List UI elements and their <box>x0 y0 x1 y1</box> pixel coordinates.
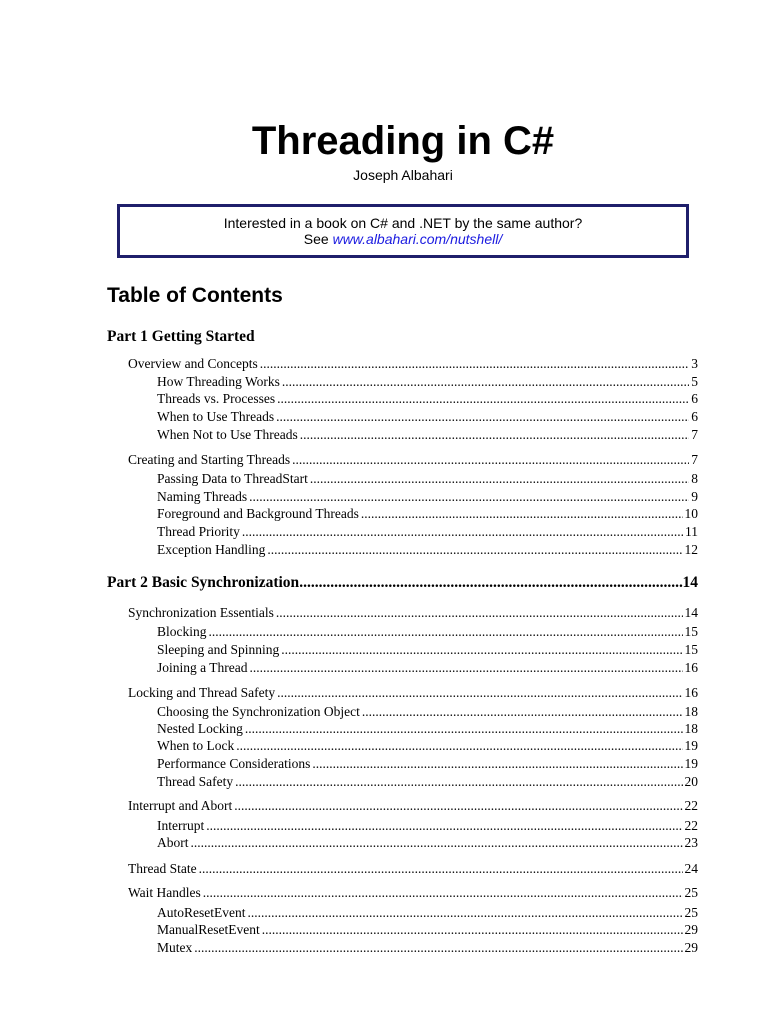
toc-entry-page: 8 <box>691 471 698 486</box>
toc-leader <box>245 904 682 921</box>
toc-leader <box>308 470 689 487</box>
toc-leader <box>234 737 682 754</box>
document-author: Joseph Albahari <box>353 167 453 183</box>
book-promo-box <box>117 204 689 258</box>
toc-entry[interactable] <box>157 541 698 558</box>
toc-entry-page: 9 <box>691 489 698 504</box>
toc-heading: Table of Contents <box>107 284 283 307</box>
toc-leader <box>232 797 682 814</box>
toc-entry[interactable] <box>157 390 698 407</box>
toc-entry-label: When to Use Threads <box>157 409 275 424</box>
toc-entry-page: 14 <box>684 605 698 620</box>
toc-entry-page: 15 <box>684 624 698 639</box>
toc-entry[interactable] <box>157 904 698 921</box>
toc-entry-label: Joining a Thread <box>157 660 248 675</box>
toc-entry-page: 16 <box>684 660 698 675</box>
toc-leader <box>240 523 683 540</box>
toc-entry[interactable] <box>157 505 698 522</box>
toc-entry-label: Overview and Concepts <box>128 356 258 371</box>
toc-entry-label: Thread Priority <box>157 524 240 539</box>
toc-entry-page: 20 <box>684 774 698 789</box>
toc-leader <box>233 773 682 790</box>
toc-entry-label: ManualResetEvent <box>157 922 260 937</box>
toc-part-1-heading <box>107 327 698 347</box>
toc-entry[interactable] <box>157 641 698 658</box>
toc-entry-page: 23 <box>684 835 698 850</box>
toc-entry-page: 10 <box>684 506 698 521</box>
toc-entry[interactable] <box>157 703 698 720</box>
promo-text: Interested in a book on C# and .NET by the same author? <box>223 215 583 231</box>
toc-entry-label: Nested Locking <box>157 721 243 736</box>
toc-leader <box>207 623 683 640</box>
toc-leader <box>359 505 683 522</box>
toc-entry-page: 19 <box>684 738 698 753</box>
toc-entry-label: When Not to Use Threads <box>157 427 298 442</box>
toc-entry-page: 25 <box>684 885 698 900</box>
toc-leader <box>260 921 683 938</box>
toc-entry-page: 11 <box>685 524 698 539</box>
toc-entry-label: Exception Handling <box>157 542 266 557</box>
toc-leader <box>275 390 689 407</box>
promo-see-line <box>120 231 686 247</box>
toc-entry-label: How Threading Works <box>157 374 280 389</box>
toc-entry[interactable] <box>157 623 698 640</box>
toc-leader <box>298 426 690 443</box>
toc-entry[interactable] <box>157 488 698 505</box>
toc-entry[interactable] <box>128 884 698 901</box>
toc-entry-page: 16 <box>684 685 698 700</box>
toc-entry[interactable] <box>157 720 698 737</box>
toc-leader <box>274 604 683 621</box>
toc-leader <box>258 355 690 372</box>
toc-entry[interactable] <box>157 939 698 956</box>
toc-entry-label: Interrupt and Abort <box>128 798 233 813</box>
toc-entry[interactable] <box>157 408 698 425</box>
toc-entry-page: 19 <box>684 756 698 771</box>
toc-leader <box>204 817 682 834</box>
toc-entry-page: 7 <box>691 452 698 467</box>
toc-leader <box>275 684 682 701</box>
toc-entry-page: 29 <box>684 940 698 955</box>
toc-entry-label: Synchronization Essentials <box>128 605 274 620</box>
toc-entry-page: 25 <box>684 905 698 920</box>
toc-part-2-heading[interactable] <box>107 573 698 593</box>
toc-entry[interactable] <box>128 684 698 701</box>
toc-entry-page: 7 <box>691 427 698 442</box>
toc-part-page: 14 <box>682 574 698 591</box>
toc-leader <box>192 939 682 956</box>
toc-entry-label: Threads vs. Processes <box>157 391 276 406</box>
toc-entry-page: 6 <box>691 409 698 424</box>
toc-leader <box>197 860 683 877</box>
toc-entry[interactable] <box>128 604 698 621</box>
promo-link[interactable]: www.albahari.com/nutshell/ <box>332 231 503 247</box>
toc-entry-label: Passing Data to ThreadStart <box>157 471 308 486</box>
toc-entry-label: Locking and Thread Safety <box>128 685 276 700</box>
toc-entry-label: AutoResetEvent <box>157 905 246 920</box>
toc-entry[interactable] <box>157 817 698 834</box>
toc-entry-page: 22 <box>684 798 698 813</box>
toc-entry-label: Mutex <box>157 940 193 955</box>
toc-entry-label: When to Lock <box>157 738 235 753</box>
toc-part-label: Part 1 Getting Started <box>107 328 255 345</box>
toc-leader <box>279 641 682 658</box>
toc-entry[interactable] <box>157 921 698 938</box>
toc-entry-page: 3 <box>691 356 698 371</box>
toc-entry[interactable] <box>157 755 698 772</box>
toc-entry-page: 22 <box>684 818 698 833</box>
toc-entry-label: Wait Handles <box>128 885 201 900</box>
toc-entry-page: 15 <box>684 642 698 657</box>
document-title: Threading in C# <box>251 119 555 163</box>
toc-entry-page: 24 <box>684 861 698 876</box>
toc-leader <box>290 451 689 468</box>
toc-entry[interactable] <box>128 355 698 372</box>
toc-entry[interactable] <box>157 834 698 851</box>
toc-entry[interactable] <box>128 860 698 877</box>
toc-entry[interactable] <box>157 523 698 540</box>
toc-entry[interactable] <box>157 470 698 487</box>
toc-leader <box>247 488 689 505</box>
toc-entry-page: 6 <box>691 391 698 406</box>
toc-part-label: Part 2 Basic Synchronization <box>107 574 300 591</box>
toc-entry-label: Interrupt <box>157 818 205 833</box>
toc-entry[interactable] <box>128 451 698 468</box>
toc-leader <box>243 720 683 737</box>
toc-entry-page: 5 <box>691 374 698 389</box>
toc-entry[interactable] <box>157 659 698 676</box>
toc-leader <box>360 703 683 720</box>
toc-leader <box>280 373 689 390</box>
toc-entry-label: Thread State <box>128 861 197 876</box>
toc-entry-label: Abort <box>157 835 189 850</box>
toc-entry-label: Foreground and Background Threads <box>157 506 359 521</box>
toc-entry-page: 29 <box>684 922 698 937</box>
toc-entry-label: Sleeping and Spinning <box>157 642 280 657</box>
toc-leader <box>274 408 689 425</box>
toc-entry[interactable] <box>157 373 698 390</box>
toc-entry-label: Choosing the Synchronization Object <box>157 704 360 719</box>
toc-entry-page: 18 <box>684 704 698 719</box>
toc-entry-page: 12 <box>684 542 698 557</box>
toc-leader <box>247 659 682 676</box>
toc-entry-page: 18 <box>684 721 698 736</box>
toc-leader <box>310 755 682 772</box>
toc-leader <box>189 834 683 851</box>
toc-entry[interactable] <box>157 737 698 754</box>
toc-entry-label: Creating and Starting Threads <box>128 452 291 467</box>
toc-entry-label: Performance Considerations <box>157 756 311 771</box>
toc-entry[interactable] <box>157 773 698 790</box>
toc-leader <box>265 541 682 558</box>
toc-entry-label: Thread Safety <box>157 774 234 789</box>
toc-entry-label: Naming Threads <box>157 489 248 504</box>
toc-leader <box>201 884 683 901</box>
toc-entry-label: Blocking <box>157 624 207 639</box>
toc-entry[interactable] <box>128 797 698 814</box>
toc-entry[interactable] <box>157 426 698 443</box>
promo-see-label: See <box>303 231 333 247</box>
toc-leader <box>299 573 682 593</box>
